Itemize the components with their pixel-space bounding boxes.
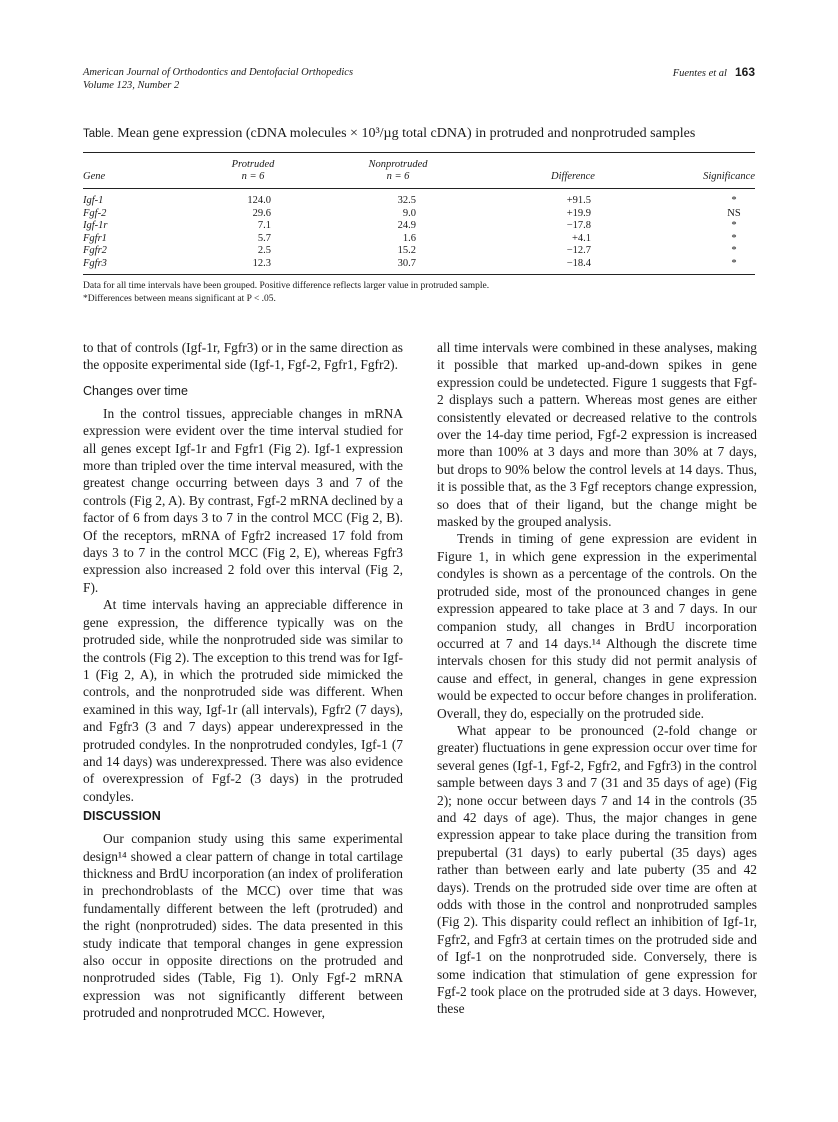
- cell-protruded: 124.0: [247, 195, 271, 206]
- data-table-block: [83, 125, 755, 305]
- body-column-right: [437, 339, 757, 1018]
- section-heading-discussion: DISCUSSION: [83, 809, 161, 824]
- cell-nonprotruded: 1.6: [402, 232, 416, 244]
- cell-protruded: 5.7: [257, 232, 271, 244]
- paragraph: In the control tissues, appreciable changes in mRNA expression were evident over the time interval studied for all genes except Igf-1r and Fgfr1 (Fig 2). Igf-1 expression more than tripled over the time interval measured, with the greatest change occurring between days 3 and 7 of the controls (Fig 2, A). By contrast, Fgf-2 mRNA declined by a factor of 6 from days 3 to 7 in the control MCC (Fig 2, B). Of the receptors, mRNA of Fgfr2 increased 17 fold from days 3 to 7 in the control MCC (Fig 2, E), whereas Fgfr3 expression also increased 2 fold over this interval (Fig 2, F).: [83, 405, 403, 595]
- table-label: Table.: [83, 128, 114, 140]
- paragraph: What appear to be pronounced (2-fold change or greater) fluctuations in gene expression occur over time for several genes (Igf-1, Fgf-2, Fgfr2, and Fgfr3) in the control sample between days 3 and 7 (31 and 35 days of age) (Fig 2); none occur between days 7 and 14 in the controls (35 and 42 days of age). Thus, the major changes in gene expression appear to take place during the transition from prepubertal (31 days) to early pubertal (35 days) ages rather than between early and late puberty (35 and 42 days). Trends on the protruded side over time are often at odds with those in the control and nonprotruded samples (Fig 2). This disparity could reflect an inhibition of Igf-1r, Fgfr2, and Fgfr3 at certain times on the protruded side and of Igf-1 on the nonprotruded side. Conversely, there is some indication that stimulation of gene expression for Fgf-2 took place on the protruded side at 3 days. However, these: [437, 722, 757, 1017]
- header-protruded: Protruded: [231, 159, 275, 170]
- journal-title: American Journal of Orthodontics and Dentofacial Orthopedics: [83, 67, 354, 78]
- header-nonprotruded: Nonprotruded: [368, 159, 428, 170]
- cell-gene: Fgfr3: [83, 258, 203, 275]
- table-row: [83, 208, 755, 221]
- cell-protruded: 2.5: [257, 245, 271, 256]
- cell-protruded: 12.3: [252, 257, 271, 269]
- cell-gene: Igf-1: [83, 195, 104, 206]
- header-significance: Significance: [653, 171, 755, 189]
- cell-gene: Igf-1r: [83, 220, 108, 231]
- paragraph: Our companion study using this same experimental design¹⁴ showed a clear pattern of change in total cartilage thickness and BrdU incorporation (an index of proliferation in prechondroblasts of the MCC) over time that was fundamentally different between the left (protruded) and the right (nonprotruded) sides. The data presented in this study indicate that temporal changes in gene expression also occur in opposite directions on the protruded and nonprotruded sides (Table, Fig 1). Only Fgf-2 mRNA expression was not significantly different between protruded and nonprotruded MCC. However,: [83, 831, 403, 1021]
- cell-nonprotruded: 30.7: [397, 257, 416, 269]
- cell-protruded: 29.6: [252, 207, 271, 219]
- cell-nonprotruded: 24.9: [397, 220, 416, 231]
- table-caption-text: Mean gene expression (cDNA molecules × 10³/µg total cDNA) in protruded and nonprotruded samples: [117, 126, 696, 141]
- cell-difference: −17.8: [566, 220, 591, 231]
- cell-difference: −12.7: [566, 245, 591, 256]
- author-page: [673, 66, 755, 80]
- paragraph: Trends in timing of gene expression are evident in Figure 1, in which gene expression in the experimental condyles is shown as a percentage of the controls. On the protruded side, most of the pronounced changes in gene expression appeared to take place at 3 and 7 days. In our companion study, all changes in BrdU incorporation occurred at 7 and 14 days.¹⁴ Although the discrete time intervals chosen for this study did not permit analysis of cause and effect, in general, changes in gene expression would be expected to occur before changes in proliferation. Overall, they do, especially on the protruded side.: [437, 531, 757, 721]
- cell-significance: NS: [727, 207, 741, 219]
- table-row: [83, 233, 755, 246]
- cell-nonprotruded: 32.5: [397, 195, 416, 206]
- table-row: [83, 245, 755, 258]
- paragraph: At time intervals having an appreciable difference in gene expression, the difference typically was on the protruded side, while the nonprotruded side was similar to the controls (Fig 2). The exception to this trend was for Igf-1 (Fig 2, A), in which the protruded side mimicked the controls, and the nonprotruded side was different. When examined in this way, Igf-1r (all intervals), Fgfr2 (7 days), and Fgfr3 (3 and 7 days) appear underexpressed in the protruded condyles. In the nonprotruded condyles, Igf-1 (7 and 14 days) was underexpressed. There was also evidence of overexpression of Fgf-2 (3 days) in the protruded condyles.: [83, 597, 403, 804]
- table-footnotes: [83, 280, 755, 305]
- cell-difference: +4.1: [571, 232, 591, 244]
- cell-gene: Fgfr1: [83, 232, 107, 244]
- cell-difference: +91.5: [566, 195, 591, 206]
- cell-nonprotruded: 15.2: [397, 245, 416, 256]
- table-row: [83, 258, 755, 275]
- table-row: [83, 189, 755, 208]
- cell-difference: +19.9: [566, 207, 591, 219]
- header-gene: Gene: [83, 171, 203, 189]
- table-footnote: Data for all time intervals have been grouped. Positive difference reflects larger value in protruded sample.: [83, 281, 490, 291]
- cell-significance: *: [731, 245, 737, 256]
- gene-expression-table: [83, 153, 755, 275]
- cell-significance: *: [731, 195, 737, 206]
- cell-significance: *: [653, 258, 755, 275]
- body-column-left: [83, 339, 403, 1022]
- cell-protruded: 7.1: [257, 220, 271, 231]
- cell-significance: *: [731, 220, 737, 231]
- section-heading-changes-over-time: Changes over time: [83, 383, 188, 398]
- header-nonprotruded-n: n = 6: [303, 171, 493, 189]
- table-footnote-significance: *Differences between means significant at P < .05.: [83, 293, 276, 304]
- header-protruded-n: n = 6: [203, 171, 303, 189]
- paragraph: to that of controls (Igf-1r, Fgfr3) or in the same direction as the opposite experimental side (Igf-1, Fgf-2, Fgfr1, Fgfr2).: [83, 340, 403, 373]
- table-caption: [83, 125, 755, 143]
- cell-nonprotruded: 9.0: [402, 207, 416, 219]
- cell-significance: *: [731, 232, 737, 244]
- paragraph: all time intervals were combined in these analyses, making it possible that marked up-and-down spikes in gene expression could be undetected. Figure 1 suggests that Fgf-2 displays such a pattern. Whereas most genes are either consistently elevated or decreased relative to the controls over the 14-day time period, Fgf-2 expression is increased more than 100% at 3 days and more than 30% at 7 days, but drops to 90% below the control levels at 14 days. Thus, it is possible that, as the 3 Fgf receptors change expression, so does that of their ligand, but the change might be masked by the grouped analysis.: [437, 340, 757, 530]
- cell-gene: Fgf-2: [83, 207, 107, 219]
- cell-gene: Fgfr2: [83, 245, 107, 256]
- running-head: [83, 66, 755, 92]
- journal-volume: Volume 123, Number 2: [83, 80, 180, 91]
- header-difference: Difference: [493, 171, 653, 189]
- table-row: [83, 220, 755, 233]
- page-number: 163: [734, 65, 755, 79]
- cell-difference: −18.4: [566, 257, 591, 269]
- authors: Fuentes et al: [672, 68, 727, 79]
